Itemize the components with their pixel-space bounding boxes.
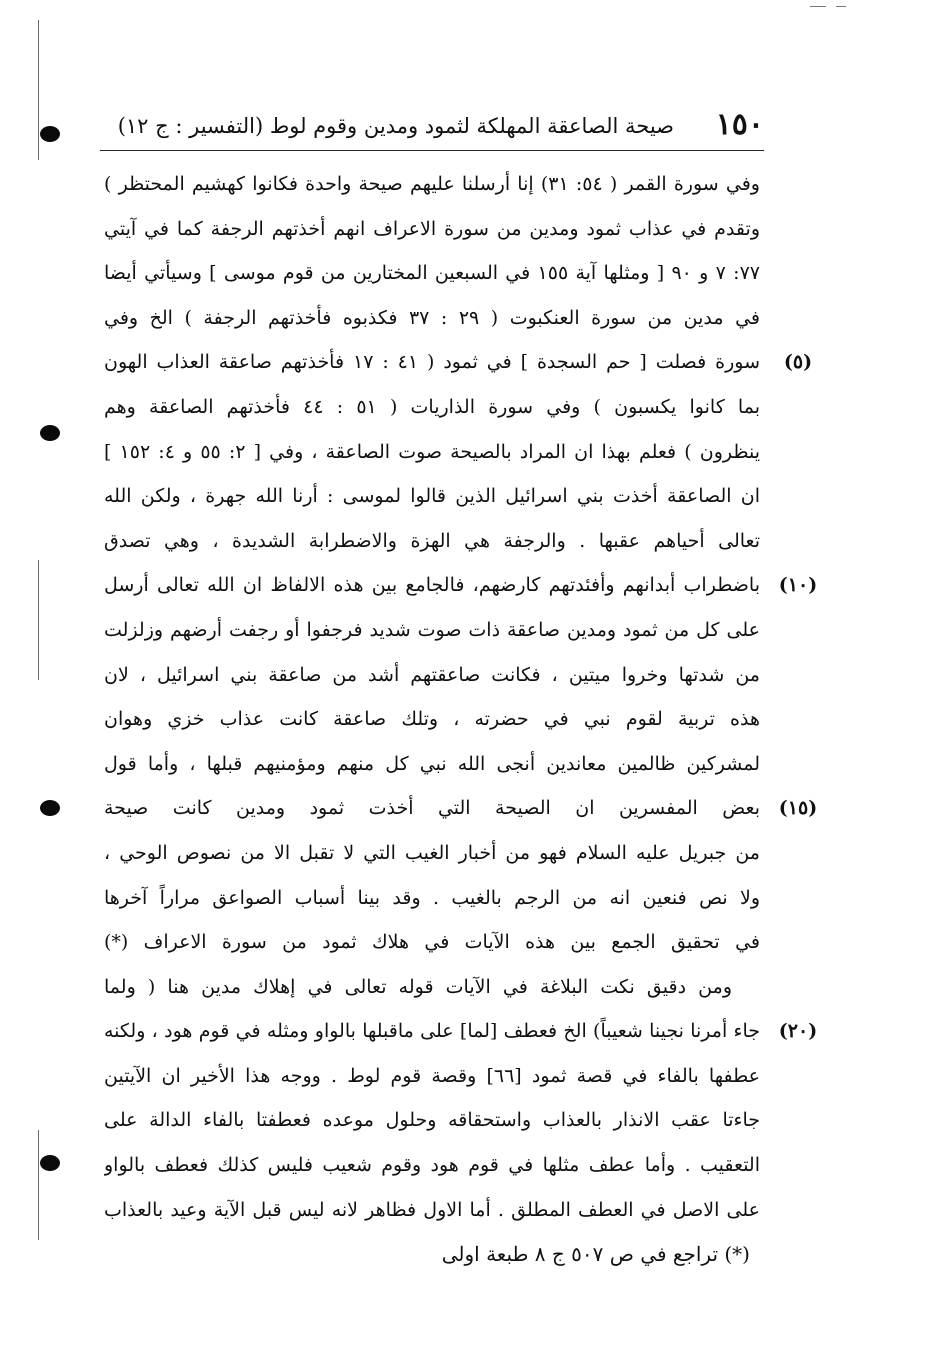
punch-hole-mark	[40, 126, 60, 142]
text-line: جاءتا عقب الانذار بالعذاب واستحقاقه وحلول موعده فعطفتا بالفاء الدالة على	[104, 1109, 760, 1132]
punch-hole-mark	[40, 1155, 60, 1171]
page-number: ١٥٠	[715, 107, 764, 142]
text-line: هذه تربية لقوم نبي في حضرته ، وتلك صاعقة كانت عذاب خزي وهوان	[104, 708, 760, 731]
text-line: ولا نص فنعين انه من الرجم بالغيب . وقد بينا أسباب الصواعق مراراً آخرها	[104, 886, 760, 909]
text-line: التعقيب . وأما عطف مثلها في قوم هود وقوم شعيب فليس كذلك فعطف بالواو	[104, 1154, 760, 1177]
text-line: على كل من ثمود ومدين صاعقة ذات صوت شديد فرجفوا أو رجفت أرضهم وزلزلت	[104, 618, 760, 641]
text-line: باضطراب أبدانهم وأفئدتهم كارضهم، فالجامع بين هذه الالفاظ ان الله تعالى أرسل	[104, 574, 760, 597]
scan-edge-line	[38, 1130, 39, 1240]
text-line: ينظرون ) فعلم بهذا ان المراد بالصيحة صوت الصاعقة ، وفي [ ٢: ٥٥ و ٤: ١٥٢ ]	[104, 440, 760, 463]
text-line: ومن دقيق نكت البلاغة في الآيات قوله تعالى في إهلاك مدين هنا ( ولما	[104, 975, 732, 998]
text-line: ان الصاعقة أخذت بني اسرائيل الذين قالوا لموسى : أرنا الله جهرة ، ولكن الله	[104, 485, 760, 508]
scan-top-mark	[810, 6, 826, 7]
text-line: بعض المفسرين ان الصيحة التي أخذت ثمود ومدين كانت صيحة	[104, 797, 760, 820]
text-line: في تحقيق الجمع بين هذه الآيات في هلاك ثمود من سورة الاعراف (*)	[104, 931, 760, 954]
running-title: صيحة الصاعقة المهلكة لثمود ومدين وقوم لوط (التفسير : ج ١٢)	[117, 114, 674, 138]
line-number-marker: (١٠)	[778, 574, 818, 597]
punch-hole-mark	[40, 425, 60, 441]
line-number-marker: (٢٠)	[778, 1020, 818, 1043]
punch-hole-mark	[40, 800, 60, 816]
text-line: جاء أمرنا نجينا شعيباً) الخ فعطف [لما] على ماقبلها بالواو ومثله في قوم هود ، ولكنه	[104, 1020, 760, 1043]
text-line: لمشركين ظالمين معاندين أنجى الله نبي كل منهم ومؤمنيهم قبلها ، وأما قول	[104, 752, 760, 775]
text-line: من شدتها وخروا ميتين ، فكانت صاعقتهم أشد من صاعقة بني اسرائيل ، لان	[104, 663, 760, 686]
text-line: وتقدم في عذاب ثمود ومدين من سورة الاعراف انهم أخذتهم الرجفة كما في آيتي	[104, 217, 760, 240]
text-line: عطفها بالفاء في قصة ثمود [٦٦] وقصة قوم لوط . ووجه هذا الأخير ان الآيتين	[104, 1064, 760, 1087]
text-line: ٧٧: ٧ و ٩٠ [ ومثلها آية ١٥٥ في السبعين المختارين من قوم موسى ] وسيأتي أيضا	[104, 262, 760, 285]
text-line: على الاصل في العطف المطلق . أما الاول فظاهر لانه ليس قبل الآية وعيد بالعذاب	[104, 1198, 760, 1221]
footnote: (*) تراجع في ص ٥٠٧ ج ٨ طبعة اولى	[441, 1242, 750, 1266]
text-line: من جبريل عليه السلام فهو من أخبار الغيب التي لا تقبل الا من نصوص الوحي ،	[104, 841, 760, 864]
line-number-marker: (١٥)	[778, 797, 818, 820]
page-header	[100, 104, 764, 146]
text-line: تعالى أحياهم عقبها . والرجفة هي الهزة والاضطرابة الشديدة ، وهي تصدق	[104, 529, 760, 552]
text-line: في مدين من سورة العنكبوت ( ٢٩ : ٣٧ فكذبوه فأخذتهم الرجفة ) الخ وفي	[104, 306, 760, 329]
text-line: بما كانوا يكسبون ) وفي سورة الذاريات ( ٥١ : ٤٤ فأخذتهم الصاعقة وهم	[104, 395, 760, 418]
text-line: سورة فصلت [ حم السجدة ] في ثمود ( ٤١ : ١٧ فأخذتهم صاعقة العذاب الهون	[104, 351, 760, 374]
scan-edge-line	[38, 560, 39, 680]
scan-top-mark	[836, 6, 846, 7]
scan-edge-line	[38, 20, 39, 160]
header-divider	[100, 150, 764, 151]
line-number-marker: (٥)	[783, 351, 813, 374]
body-text	[104, 162, 760, 1232]
text-line: وفي سورة القمر ( ٥٤: ٣١) إنا أرسلنا عليهم صيحة واحدة فكانوا كهشيم المحتظر )	[104, 173, 760, 195]
